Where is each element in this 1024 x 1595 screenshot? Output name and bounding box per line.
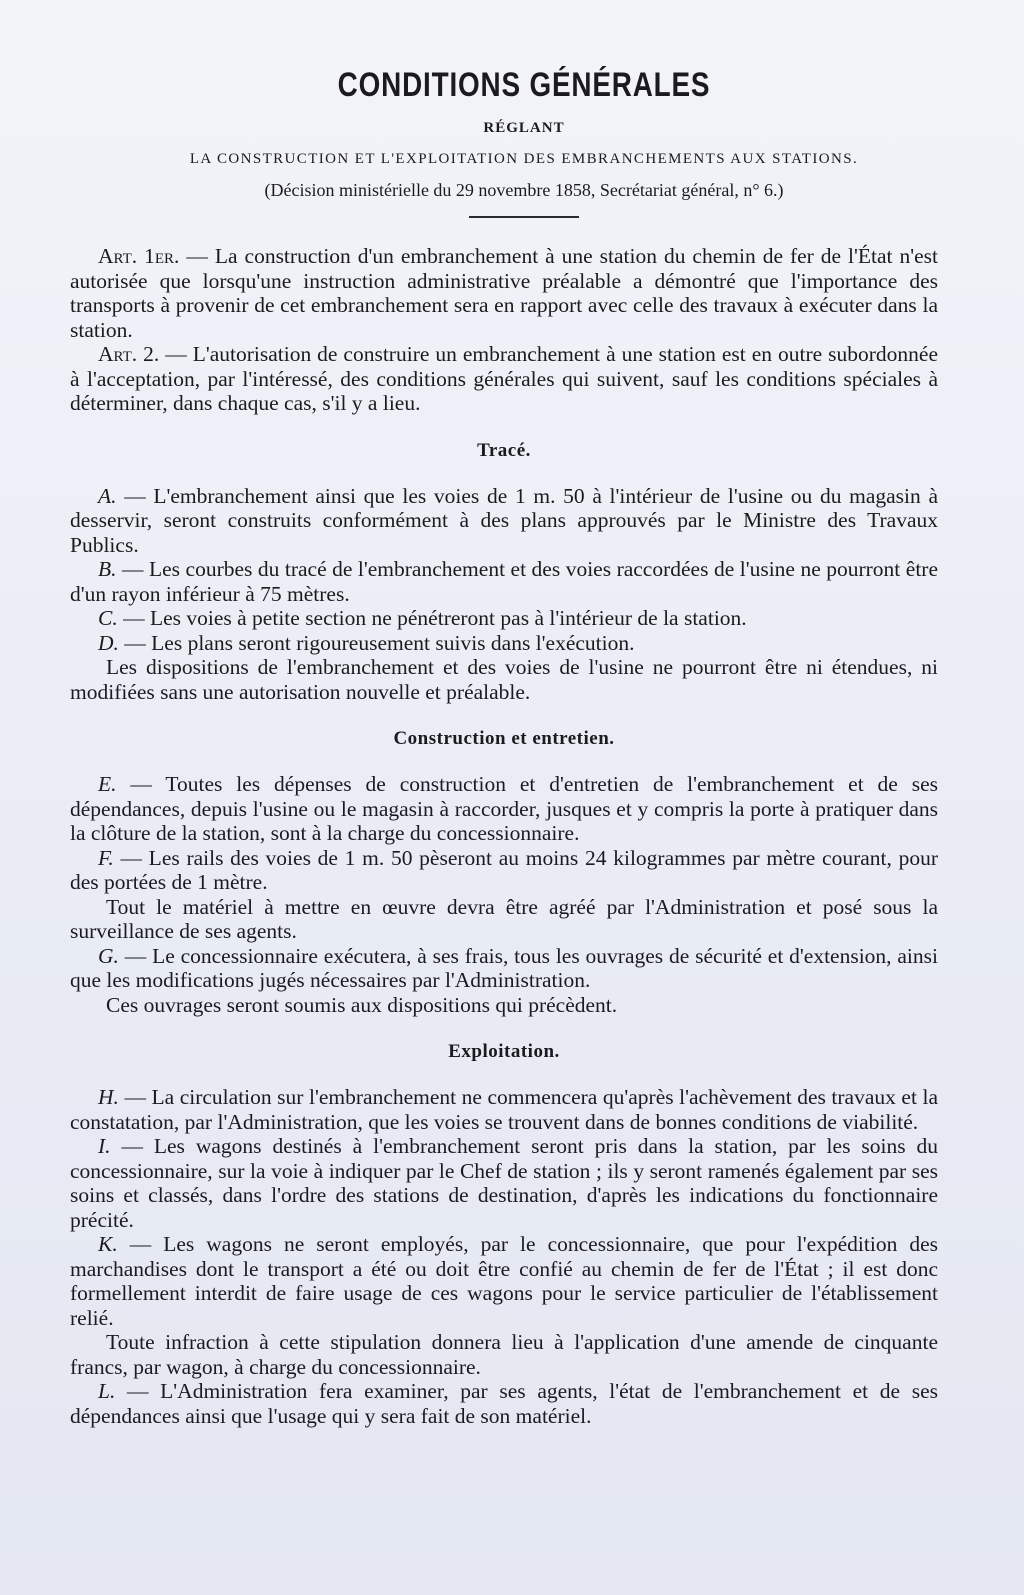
clause-text: Ces ouvrages seront soumis aux dispositions qui précèdent. (106, 992, 618, 1017)
clause-d (70, 631, 938, 656)
article-label: Art. 1er. (98, 244, 180, 268)
document-subject: LA CONSTRUCTION ET L'EXPLOITATION DES EMBRANCHEMENTS AUX STATIONS. (189, 151, 859, 167)
clause-letter: I. (98, 1134, 111, 1158)
clause-continuation (70, 895, 938, 944)
clause-letter: E. (98, 772, 117, 796)
clause-letter: A. (98, 483, 117, 508)
clause-b (70, 557, 938, 606)
clause-letter: K. (98, 1232, 118, 1256)
clause-i (70, 1134, 938, 1232)
clause-letter: L. (98, 1379, 116, 1403)
article-label: Art. 2. (98, 342, 160, 366)
clause-text: — L'Administration fera examiner, par ses agents, l'état de l'embranchement et de ses dépendances ainsi que l'usage qui y sera fait de son matériel. (70, 1379, 938, 1428)
clause-text: — L'embranchement ainsi que les voies de 1 m. 50 à l'intérieur de l'usine ou du magasin à desservir, seront construits conformément à des plans approuvés par le Ministre des Travaux Publics. (70, 483, 938, 557)
clause-text: — Les wagons ne seront employés, par le concessionnaire, que pour l'expédition des marchandises dont le transport a été ou doit être confié au chemin de fer de l'État ; il est donc formellement interdit de faire usage de ces wagons pour le service particulier de l'établissement relié. (70, 1232, 938, 1330)
article-text: — La construction d'un embranchement à une station du chemin de fer de l'État n'est autorisée que lorsqu'une instruction administrative préalable a démontré que l'importance des transports à provenir de cet embranchement sera en rapport avec celle des travaux à exécuter dans la station. (70, 244, 938, 342)
article-2 (70, 342, 938, 416)
header-divider (469, 216, 579, 218)
clause-e (70, 772, 938, 846)
clause-text: — La circulation sur l'embranchement ne commencera qu'après l'achèvement des travaux et la constatation, par l'Administration, que les voies se trouvent dans de bonnes conditions de viabilité. (70, 1085, 938, 1134)
document-header (110, 62, 938, 218)
clause-text: — Les courbes du tracé de l'embranchement et des voies raccordées de l'usine ne pourront être d'un rayon inférieur à 75 mètres. (70, 557, 938, 606)
section-heading: Construction et entretien. (393, 728, 615, 749)
clause-text: — Les wagons destinés à l'embranchement seront pris dans la station, par les soins du concessionnaire, sur la voie à indiquer par le Chef de station ; ils y seront ramenés également par ses soins et classés, dans l'ordre des stations de destination, d'après les indications du fonctionnaire précité. (70, 1134, 938, 1232)
articles-block (70, 244, 938, 416)
clause-text: — Le concessionnaire exécutera, à ses frais, tous les ouvrages de sécurité et d'extension, ainsi que les modifications jugés nécessaires par l'Administration. (70, 943, 938, 992)
clause-letter: F. (98, 845, 114, 870)
document-subtitle: RÉGLANT (483, 120, 565, 136)
clause-text: — Les voies à petite section ne pénétreront pas à l'intérieur de la station. (117, 606, 747, 630)
clause-l (70, 1379, 938, 1428)
clause-text: — Les plans seront rigoureusement suivis dans l'exécution. (118, 630, 635, 655)
clause-letter: H. (98, 1085, 119, 1109)
clause-letter: B. (98, 557, 117, 581)
document-title: CONDITIONS GÉNÉRALES (337, 66, 711, 104)
clause-continuation (70, 993, 938, 1018)
clause-text: Toute infraction à cette stipulation donnera lieu à l'application d'une amende de cinquante francs, par wagon, à charge du concessionnaire. (70, 1330, 938, 1379)
clause-text: — Toutes les dépenses de construction et d'entretien de l'embranchement et de ses dépendances, depuis l'usine ou le magasin à raccorder, jusques et y compris la porte à pratiquer dans la clôture de la station, sont à la charge du concessionnaire. (70, 772, 938, 845)
clause-a (70, 484, 938, 558)
clause-text: Tout le matériel à mettre en œuvre devra être agréé par l'Administration et posé sous la surveillance de ses agents. (70, 894, 938, 943)
clause-c (70, 606, 938, 631)
clause-letter: D. (98, 630, 119, 655)
section-heading: Tracé. (477, 439, 531, 461)
clause-letter: C. (98, 606, 118, 630)
decision-reference: (Décision ministérielle du 29 novembre 1858, Secrétariat général, n° 6.) (264, 180, 784, 200)
clause-h (70, 1085, 938, 1134)
section-heading: Exploitation. (448, 1041, 560, 1062)
article-text: — L'autorisation de construire un embranchement à une station est en outre subordonnée à l'acceptation, par l'intéressé, des conditions générales qui suivent, sauf les conditions spéciales à déterminer, dans chaque cas, s'il y a lieu. (70, 342, 938, 415)
section-construction (70, 726, 938, 1017)
clause-continuation (70, 1330, 938, 1379)
article-1 (70, 244, 938, 342)
clause-continuation (70, 655, 938, 704)
section-exploitation (70, 1039, 938, 1428)
clause-g (70, 944, 938, 993)
section-trace (70, 438, 938, 705)
clause-text: — Les rails des voies de 1 m. 50 pèseront au moins 24 kilogrammes par mètre courant, pour des portées de 1 mètre. (70, 845, 938, 894)
clause-k (70, 1232, 938, 1330)
clause-text: Les dispositions de l'embranchement et des voies de l'usine ne pourront être ni étendues, ni modifiées sans une autorisation nouvelle et préalable. (70, 655, 938, 704)
clause-letter: G. (98, 943, 119, 968)
clause-f (70, 846, 938, 895)
